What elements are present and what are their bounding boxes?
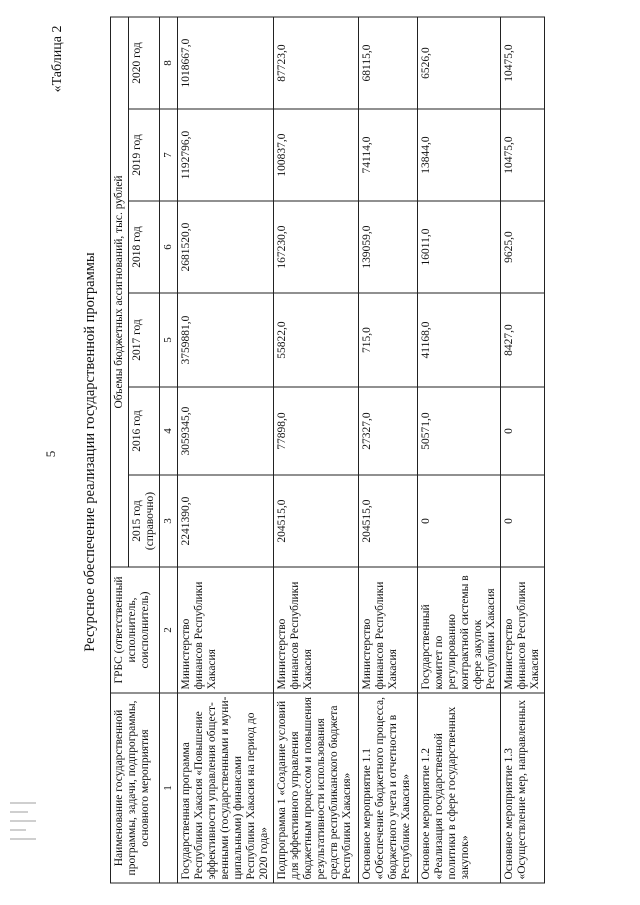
column-number: 7	[160, 109, 178, 201]
value-2016: 27327,0	[359, 387, 418, 475]
value-2019: 10475,0	[501, 109, 545, 201]
table-row	[178, 17, 274, 883]
value-2018: 167230,0	[274, 201, 359, 293]
value-2019: 100837,0	[274, 109, 359, 201]
value-2017: 41168,0	[418, 293, 501, 387]
value-2018: 2681520,0	[178, 201, 274, 293]
value-2016: 77898,0	[274, 387, 359, 475]
row-name: Государственная программа Республики Хакасия «Повышение эффективности управления общест-венными (государственными и муни-ципальными) финансами Республики Хакасия на период до 2020 года»	[178, 693, 274, 883]
header-executor: ГРБС (ответственный исполнитель, соисполнитель)	[111, 567, 160, 693]
table-row	[274, 17, 359, 883]
value-2017: 8427,0	[501, 293, 545, 387]
row-executor: Министерство финансов Республики Хакасия	[501, 567, 545, 693]
value-2017: 3759881,0	[178, 293, 274, 387]
header-year: 2016 год	[129, 387, 160, 475]
value-2015: 0	[418, 475, 501, 567]
column-number: 5	[160, 293, 178, 387]
table-row	[418, 17, 501, 883]
header-year: 2020 год	[129, 17, 160, 109]
rotated-page	[50, 15, 590, 890]
value-2017: 55822,0	[274, 293, 359, 387]
value-2019: 74114,0	[359, 109, 418, 201]
row-executor: Министерство финансов Республики Хакасия	[359, 567, 418, 693]
header-name: Наименование государственной программы, задачи, подпрограммы, основного мероприятия	[111, 693, 160, 883]
page-number: 5	[43, 450, 58, 458]
table-row	[359, 17, 418, 883]
row-executor: Министерство финансов Республики Хакасия	[274, 567, 359, 693]
header-year: 2017 год	[129, 293, 160, 387]
row-name: Основное мероприятие 1.1 «Обеспечение бюджетного процесса, бюджетного учета и отчетности в Республике Хакасия»	[359, 693, 418, 883]
value-2015: 2241390,0	[178, 475, 274, 567]
value-2020: 10475,0	[501, 17, 545, 109]
resource-table	[110, 17, 545, 884]
row-name: Основное мероприятие 1.3 «Осуществление мер, направленных	[501, 693, 545, 883]
value-2015: 0	[501, 475, 545, 567]
value-2017: 715,0	[359, 293, 418, 387]
row-executor: Государственный комитет по регулированию контрактной системы в сфере закупок Республики Хакасия	[418, 567, 501, 693]
value-2016: 50571,0	[418, 387, 501, 475]
table-caption: «Таблица 2	[50, 25, 65, 93]
value-2016: 0	[501, 387, 545, 475]
row-name: Основное мероприятие 1.2 «Реализация государственной политики в сфере государственных закупок»	[418, 693, 501, 883]
column-number: 3	[160, 475, 178, 567]
value-2016: 3059345,0	[178, 387, 274, 475]
column-number: 8	[160, 17, 178, 109]
header-budget-group: Объемы бюджетных ассигнований, тыс. рублей	[111, 17, 129, 567]
column-number: 4	[160, 387, 178, 475]
column-number: 1	[160, 693, 178, 883]
column-number: 6	[160, 201, 178, 293]
header-year: 2015 год (справочно)	[129, 475, 160, 567]
header-year: 2019 год	[129, 109, 160, 201]
row-executor: Министерство финансов Республики Хакасия	[178, 567, 274, 693]
value-2019: 13844,0	[418, 109, 501, 201]
value-2015: 204515,0	[359, 475, 418, 567]
value-2018: 9625,0	[501, 201, 545, 293]
value-2018: 16011,0	[418, 201, 501, 293]
value-2019: 1192796,0	[178, 109, 274, 201]
scan-mark	[10, 795, 36, 885]
value-2018: 139059,0	[359, 201, 418, 293]
document-title: Ресурсное обеспечение реализации государственной программы	[82, 252, 98, 652]
value-2020: 6526,0	[418, 17, 501, 109]
value-2020: 68115,0	[359, 17, 418, 109]
row-name: Подпрограмма 1 «Создание условий для эффективного управления бюджетным процессом и повышения результативности использования средств республиканского бюджета Республики Хакасия»	[274, 693, 359, 883]
value-2020: 87723,0	[274, 17, 359, 109]
value-2015: 204515,0	[274, 475, 359, 567]
value-2020: 1018667,0	[178, 17, 274, 109]
column-number: 2	[160, 567, 178, 693]
header-year: 2018 год	[129, 201, 160, 293]
table-row	[501, 17, 545, 883]
